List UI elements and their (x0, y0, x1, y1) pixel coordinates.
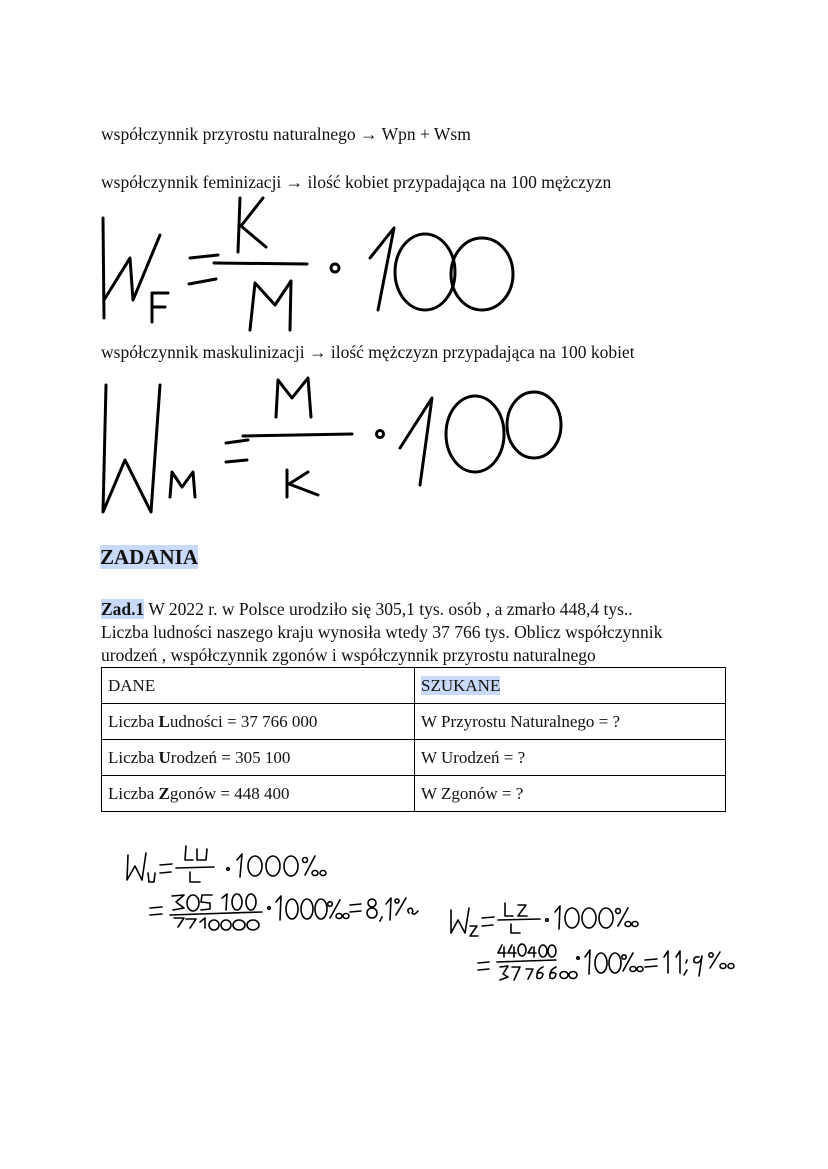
task1-line3: urodzeń , współczynnik zgonów i współczynnik przyrostu naturalnego (101, 645, 596, 665)
table-cell: Liczba Ludności = 37 766 000 (102, 704, 415, 740)
table-cell: Liczba Urodzeń = 305 100 (102, 740, 415, 776)
task1-line1: Zad.1 W 2022 r. w Polsce urodziło się 305,1 tys. osób , a zmarło 448,4 tys.. (101, 599, 633, 619)
definition-masculinization: współczynnik maskulinizacji → ilość mężczyzn przypadająca na 100 kobiet (101, 342, 635, 362)
table-cell: Liczba Zgonów = 448 400 (102, 776, 415, 812)
section-title-zadania: ZADANIA (100, 545, 199, 569)
definition-feminization: współczynnik feminizacji → ilość kobiet przypadająca na 100 mężczyzn (101, 172, 612, 192)
definition-wpn: współczynnik przyrostu naturalnego → Wpn + Wsm (101, 124, 471, 144)
table-header-cell: SZUKANE (415, 668, 726, 704)
task1-line2: Liczba ludności naszego kraju wynosiła wtedy 37 766 tys. Oblicz współczynnik (101, 622, 663, 642)
table-cell: W Przyrostu Naturalnego = ? (415, 704, 726, 740)
table-header-cell: DANE (102, 668, 415, 704)
table-cell: W Zgonów = ? (415, 776, 726, 812)
table-cell: W Urodzeń = ? (415, 740, 726, 776)
task1-label: Zad.1 (101, 599, 145, 619)
